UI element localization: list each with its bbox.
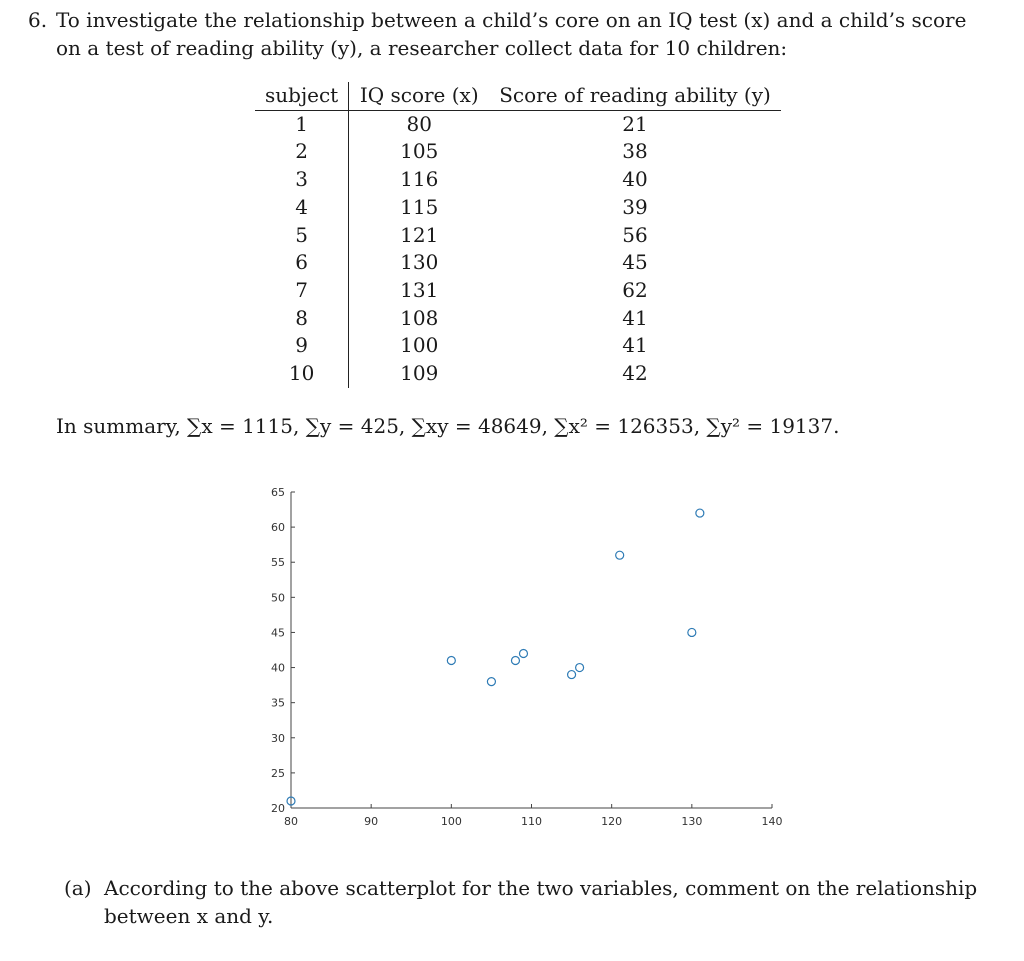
- cell-iq-score: 100: [400, 333, 439, 358]
- data-point: [576, 664, 584, 672]
- cell-iq-score: 108: [400, 305, 439, 330]
- x-tick-label: 110: [521, 815, 542, 828]
- cell-subject: 4: [255, 194, 349, 222]
- cell-subject: 9: [255, 332, 349, 360]
- cell-reading-score: 62: [622, 277, 648, 302]
- question-number: 6.: [28, 8, 48, 32]
- y-tick-label: 40: [271, 661, 285, 675]
- part-a: [64, 874, 984, 930]
- cell-reading-score: 56: [622, 222, 648, 247]
- cell-iq-score: 109: [400, 361, 439, 386]
- y-tick-label: 45: [271, 626, 285, 640]
- cell-subject: 2: [255, 138, 349, 166]
- cell-iq-score: 131: [400, 277, 439, 302]
- cell-subject: 1: [255, 110, 349, 138]
- header-iq-score: IQ score (x): [349, 82, 490, 110]
- cell-iq-score: 121: [400, 222, 439, 247]
- cell-subject: 6: [255, 249, 349, 277]
- x-tick-label: 140: [761, 815, 783, 828]
- data-point: [696, 509, 704, 517]
- header-subject: subject: [255, 82, 349, 110]
- data-point: [447, 657, 455, 665]
- y-tick-label: 35: [271, 696, 285, 710]
- y-tick-label: 65: [271, 486, 285, 499]
- cell-iq-score: 115: [400, 194, 439, 219]
- data-point: [487, 678, 495, 686]
- y-tick-label: 60: [271, 521, 285, 535]
- data-point: [616, 551, 624, 559]
- x-tick-label: 80: [284, 815, 298, 828]
- plot-points: [287, 509, 704, 805]
- summary-statistics: In summary, ∑x = 1115, ∑y = 425, ∑xy = 48649, ∑x² = 126353, ∑y² = 19137.: [56, 414, 840, 438]
- cell-subject: 8: [255, 305, 349, 333]
- x-tick-label: 90: [364, 815, 379, 828]
- question-text: To investigate the relationship between a child’s core on an IQ test (x) and a child’s score on a test of reading ability (y), a researcher collect data for 10 children:: [56, 8, 967, 60]
- cell-subject: 3: [255, 166, 349, 194]
- header-reading-score: Score of reading ability (y): [489, 82, 781, 110]
- cell-reading-score: 42: [622, 361, 648, 386]
- part-a-label: (a): [64, 876, 92, 900]
- cell-reading-score: 40: [622, 167, 648, 192]
- cell-reading-score: 45: [622, 250, 648, 275]
- x-tick-label: 120: [601, 815, 623, 828]
- plot-axes: [291, 492, 772, 808]
- data-point: [688, 628, 696, 636]
- cell-reading-score: 41: [622, 333, 648, 358]
- data-point: [568, 671, 576, 679]
- data-point: [519, 650, 527, 658]
- cell-iq-score: 116: [400, 167, 439, 192]
- y-tick-label: 30: [271, 731, 285, 745]
- cell-iq-score: 105: [400, 139, 439, 164]
- y-tick-label: 50: [271, 591, 285, 605]
- part-a-text: According to the above scatterplot for the two variables, comment on the relationship between x and y.: [104, 876, 978, 928]
- plot-ticks: [271, 486, 783, 828]
- y-tick-label: 25: [271, 766, 285, 780]
- cell-reading-score: 41: [622, 305, 648, 330]
- cell-subject: 10: [255, 360, 349, 388]
- cell-reading-score: 39: [622, 194, 648, 219]
- x-tick-label: 100: [440, 815, 462, 828]
- y-tick-label: 20: [271, 802, 285, 815]
- cell-subject: 5: [255, 222, 349, 250]
- cell-reading-score: 21: [622, 111, 648, 136]
- data-point: [511, 657, 519, 665]
- y-tick-label: 55: [271, 556, 285, 570]
- cell-reading-score: 38: [622, 139, 648, 164]
- cell-iq-score: 130: [400, 250, 439, 275]
- cell-subject: 7: [255, 277, 349, 305]
- x-tick-label: 130: [681, 815, 703, 828]
- cell-iq-score: 80: [406, 111, 432, 136]
